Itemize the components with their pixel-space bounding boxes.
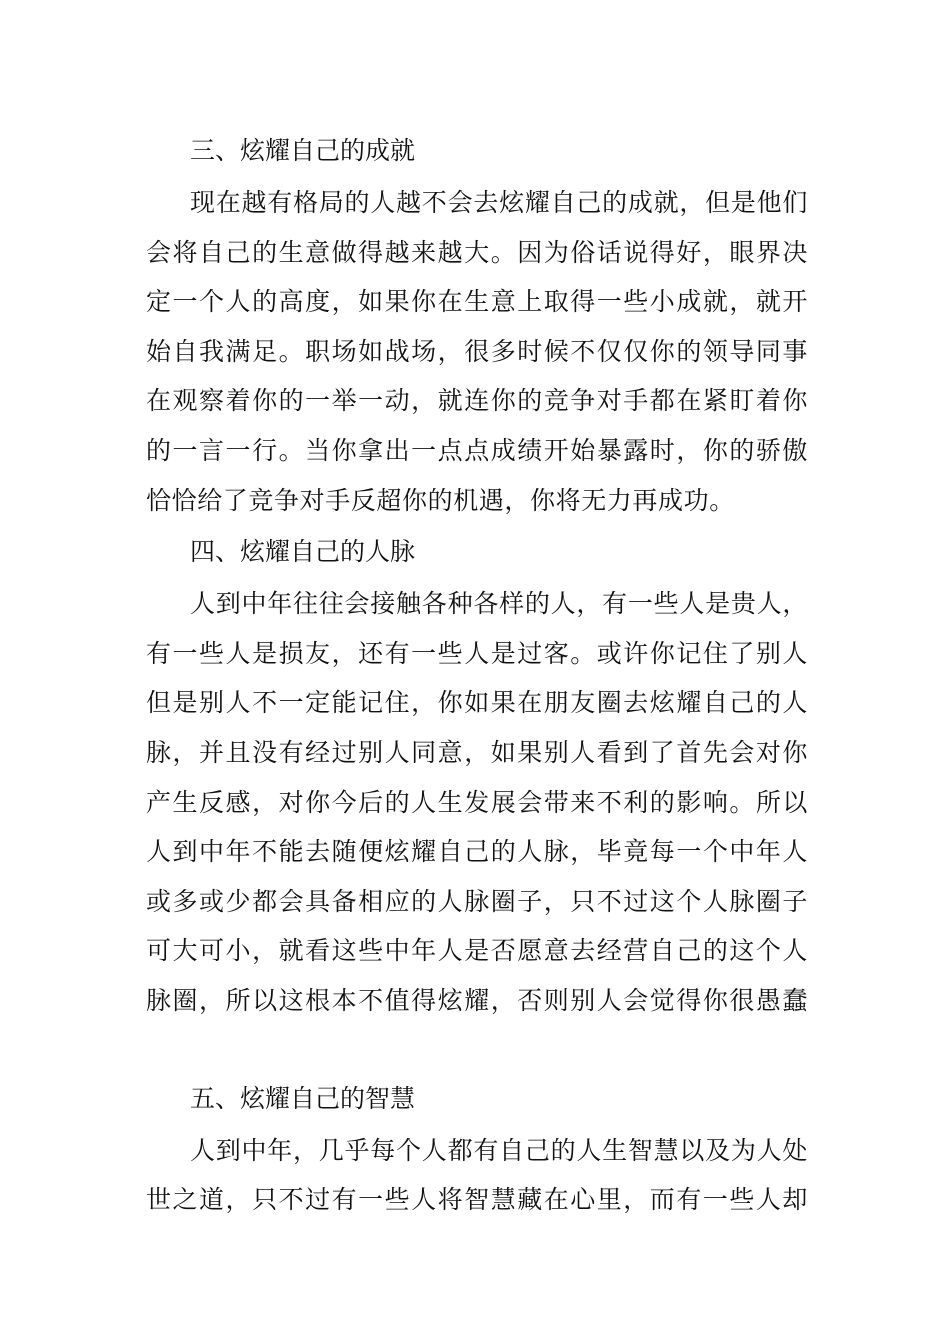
- paragraph-line: 会将自己的生意做得越来越大。因为俗话说得好，眼界决: [146, 237, 808, 267]
- paragraph-line: 或多或少都会具备相应的人脉圈子，只不过这个人脉圈子: [146, 886, 808, 916]
- paragraph-line: 在观察着你的一举一动，就连你的竞争对手都在紧盯着你: [146, 386, 808, 416]
- section-heading: 四、炫耀自己的人脉: [190, 537, 416, 567]
- paragraph-line: 有一些人是损友，还有一些人是过客。或许你记住了别人: [146, 638, 808, 668]
- paragraph-line: 可大可小，就看这些中年人是否愿意去经营自己的这个人: [146, 936, 808, 966]
- paragraph-line: 世之道，只不过有一些人将智慧藏在心里，而有一些人却: [146, 1185, 808, 1215]
- paragraph-gap: [146, 1026, 808, 1072]
- section-achievements: [146, 124, 808, 525]
- section-heading: 三、炫耀自己的成就: [190, 136, 416, 165]
- paragraph-line: 脉圈，所以这根本不值得炫耀，否则别人会觉得你很愚蠢: [146, 985, 808, 1015]
- paragraph-line: 现在越有格局的人越不会去炫耀自己的成就，但是他们: [190, 188, 808, 217]
- article-body: [146, 124, 808, 1225]
- section-heading: 五、炫耀自己的智慧: [190, 1083, 416, 1113]
- section-wisdom: [146, 1072, 808, 1225]
- paragraph-line: 产生反感，对你今后的人生发展会带来不利的影响。所以: [146, 787, 808, 817]
- paragraph-line: 恰恰给了竞争对手反超你的机遇，你将无力再成功。: [146, 485, 735, 515]
- section-connections: [146, 525, 808, 1025]
- paragraph-line: 人到中年不能去随便炫耀自己的人脉，毕竟每一个中年人: [146, 837, 808, 867]
- paragraph-line: 人到中年，几乎每个人都有自己的人生智慧以及为人处: [190, 1135, 808, 1165]
- paragraph-line: 人到中年往往会接触各种各样的人，有一些人是贵人，: [190, 589, 808, 619]
- paragraph-line: 但是别人不一定能记住，你如果在朋友圈去炫耀自己的人: [146, 688, 808, 718]
- paragraph-line: 始自我满足。职场如战场，很多时候不仅仅你的领导同事: [146, 336, 808, 366]
- paragraph-line: 脉，并且没有经过别人同意，如果别人看到了首先会对你: [146, 737, 808, 767]
- paragraph-line: 定一个人的高度，如果你在生意上取得一些小成就，就开: [146, 287, 808, 317]
- paragraph-line: 的一言一行。当你拿出一点点成绩开始暴露时，你的骄傲: [146, 435, 808, 465]
